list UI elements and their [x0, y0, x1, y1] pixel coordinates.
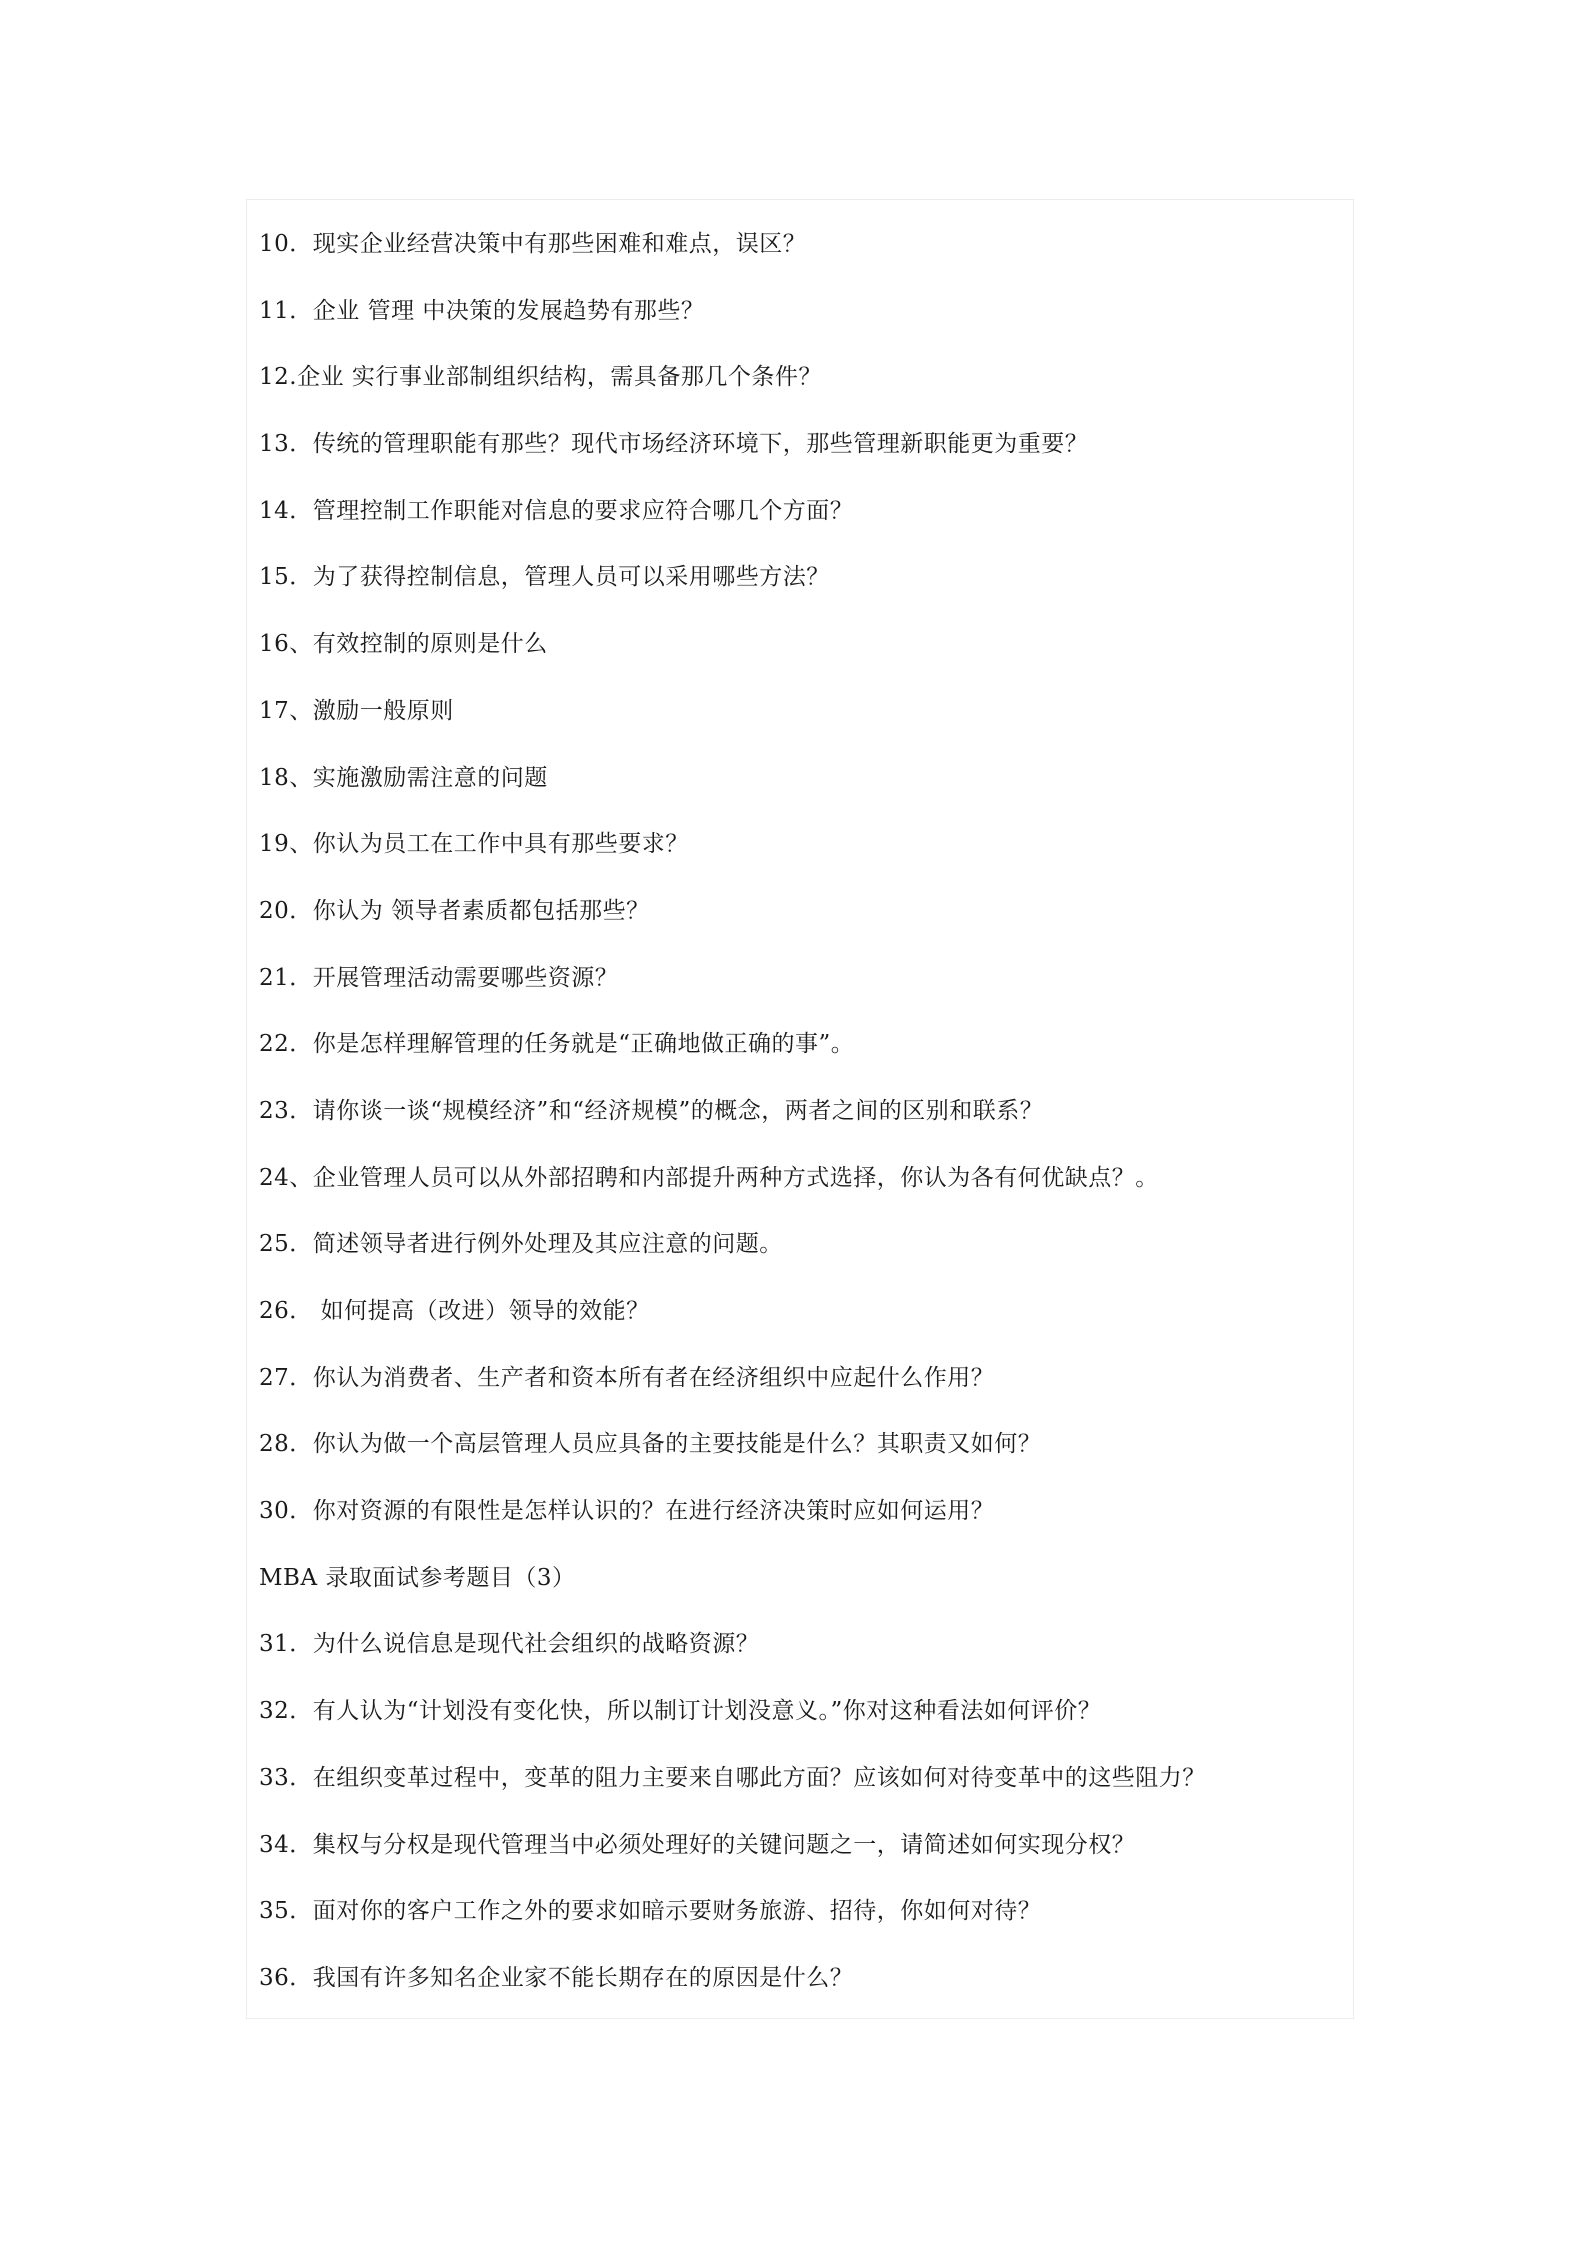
question-item: 33．在组织变革过程中，变革的阻力主要来自哪此方面？应该如何对待变革中的这些阻力？ — [259, 1764, 1206, 1791]
question-list — [259, 222, 1339, 2023]
question-item: 15．为了获得控制信息，管理人员可以采用哪些方法？ — [259, 564, 830, 591]
question-item: 13．传统的管理职能有那些？现代市场经济环境下，那些管理新职能更为重要？ — [259, 431, 1089, 458]
question-item: 34．集权与分权是现代管理当中必须处理好的关键问题之一，请简述如何实现分权？ — [259, 1831, 1136, 1858]
question-item: 31．为什么说信息是现代社会组织的战略资源？ — [259, 1631, 760, 1658]
question-item: 28．你认为做一个高层管理人员应具备的主要技能是什么？其职责又如何？ — [259, 1431, 1042, 1458]
question-item: 25．简述领导者进行例外处理及其应注意的问题。 — [259, 1231, 783, 1258]
question-item: 30．你对资源的有限性是怎样认识的？在进行经济决策时应如何运用？ — [259, 1498, 995, 1525]
question-item: 35．面对你的客户工作之外的要求如暗示要财务旅游、招待，你如何对待？ — [259, 1898, 1042, 1925]
question-item: 10．现实企业经营决策中有那些困难和难点，误区？ — [259, 231, 807, 257]
question-item: 11．企业 管理 中决策的发展趋势有那些？ — [259, 297, 705, 324]
question-item: 20．你认为 领导者素质都包括那些？ — [259, 897, 650, 924]
question-item: 24、企业管理人员可以从外部招聘和内部提升两种方式选择，你认为各有何优缺点？。 — [259, 1164, 1159, 1191]
section-heading: MBA 录取面试参考题目（3） — [259, 1564, 576, 1591]
question-item: 36．我国有许多知名企业家不能长期存在的原因是什么？ — [259, 1964, 854, 1991]
question-item: 32．有人认为“计划没有变化快，所以制订计划没意义。”你对这种看法如何评价？ — [259, 1698, 1102, 1725]
question-item: 19、你认为员工在工作中具有那些要求？ — [259, 831, 689, 858]
question-item: 18、实施激励需注意的问题 — [259, 764, 548, 791]
question-item: 16、有效控制的原则是什么 — [259, 631, 548, 658]
question-item: 22．你是怎样理解管理的任务就是“正确地做正确的事”。 — [259, 1031, 855, 1058]
question-item: 12.企业 实行事业部制组织结构，需具备那几个条件？ — [259, 364, 822, 391]
question-item: 21．开展管理活动需要哪些资源？ — [259, 964, 619, 991]
question-item: 26． 如何提高（改进）领导的效能？ — [259, 1298, 650, 1324]
question-item: 17、激励一般原则 — [259, 697, 454, 724]
question-item: 27．你认为消费者、生产者和资本所有者在经济组织中应起什么作用？ — [259, 1364, 995, 1391]
question-item: 23．请你谈一谈“规模经济”和“经济规模”的概念，两者之间的区别和联系？ — [259, 1097, 1044, 1124]
question-item: 14．管理控制工作职能对信息的要求应符合哪几个方面？ — [259, 497, 854, 524]
